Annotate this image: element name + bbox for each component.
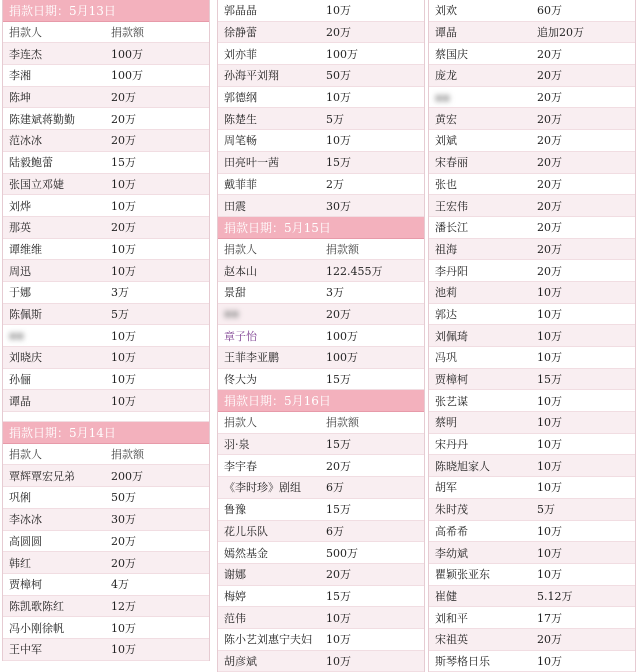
donation-amount: 20万	[537, 91, 562, 105]
donor-name: 陆毅鲍蕾	[9, 156, 53, 170]
donor-row	[3, 87, 209, 109]
donation-amount: 20万	[537, 134, 562, 148]
donor-name: 谭晶	[435, 26, 457, 40]
donor-name: 李湘	[9, 69, 31, 83]
amount-column-label: 捐款额	[111, 448, 144, 462]
column-header-row	[3, 22, 209, 44]
section-date-header: 捐款日期：5月16日	[218, 390, 424, 412]
donation-amount: 5.12万	[537, 589, 573, 603]
donor-row	[218, 521, 424, 543]
donor-name: 范冰冰	[9, 134, 42, 148]
donor-row	[218, 87, 424, 109]
donor-name: 羽·泉	[224, 438, 250, 452]
donor-row	[3, 552, 209, 574]
donor-row	[429, 65, 635, 87]
donor-name: 孙俪	[9, 373, 31, 387]
donor-name: 刘斌	[435, 134, 457, 148]
donation-amount: 10万	[537, 329, 562, 343]
donor-name: 王菲李亚鹏	[224, 351, 279, 365]
donation-amount: 20万	[537, 69, 562, 83]
donor-row	[429, 477, 635, 499]
donation-amount: 10万	[111, 621, 136, 635]
donation-amount: 10万	[326, 633, 351, 647]
donor-name: 李连杰	[9, 47, 42, 61]
donation-amount: 60万	[537, 4, 562, 18]
donor-name: 贾樟柯	[9, 578, 42, 592]
section-date-header: 捐款日期：5月14日	[3, 422, 209, 444]
donation-amount: 15万	[326, 438, 351, 452]
donation-amount: 10万	[111, 329, 136, 343]
donor-row	[429, 304, 635, 326]
donor-row	[3, 152, 209, 174]
donor-name: 赵本山	[224, 264, 257, 278]
donor-row	[218, 0, 424, 22]
donor-row	[218, 22, 424, 44]
donor-row	[3, 574, 209, 596]
donation-amount: 10万	[537, 351, 562, 365]
donor-name: 朱时茂	[435, 503, 468, 517]
donor-column-label: 捐款人	[224, 416, 257, 430]
donor-name: 田震	[224, 199, 246, 213]
donation-amount: 10万	[326, 91, 351, 105]
donation-amount: 20万	[111, 134, 136, 148]
donor-name: 崔健	[435, 589, 457, 603]
donation-amount: 122.455万	[326, 264, 383, 278]
donation-amount: 10万	[111, 373, 136, 387]
donation-amount: 追加20万	[537, 26, 584, 40]
donor-name: 宋祖英	[435, 633, 468, 647]
column-header-row	[218, 412, 424, 434]
donor-name: 郭晶晶	[224, 4, 257, 18]
donor-name: 韩红	[9, 556, 31, 570]
donor-column-label: 捐款人	[9, 26, 42, 40]
donor-row	[429, 108, 635, 130]
donor-name: 宋春丽	[435, 156, 468, 170]
donor-name: 巩俐	[9, 491, 31, 505]
donor-row	[3, 617, 209, 639]
donation-amount: 10万	[111, 643, 136, 657]
donor-row	[429, 152, 635, 174]
donor-name: 刘烨	[9, 199, 31, 213]
donor-row	[429, 0, 635, 22]
donor-row	[429, 629, 635, 651]
donor-row	[218, 43, 424, 65]
donation-amount: 10万	[537, 438, 562, 452]
donor-row	[218, 607, 424, 629]
donor-name: 陈凯歌陈红	[9, 599, 64, 613]
donor-name: 陈楚生	[224, 112, 257, 126]
donation-amount: 10万	[111, 177, 136, 191]
donor-name: 覃辉覃宏兄弟	[9, 469, 75, 483]
donor-name: 李幼斌	[435, 546, 468, 560]
donation-amount: 20万	[326, 26, 351, 40]
donor-row	[218, 108, 424, 130]
donor-row	[429, 130, 635, 152]
donor-row	[3, 43, 209, 65]
donation-amount: 10万	[326, 4, 351, 18]
donor-row	[218, 325, 424, 347]
donation-amount: 12万	[111, 599, 136, 613]
donor-name: 谢娜	[224, 568, 246, 582]
donor-name: 《李时珍》剧组	[224, 481, 301, 495]
donor-row	[429, 43, 635, 65]
donor-row	[429, 607, 635, 629]
donation-amount: 10万	[537, 568, 562, 582]
donation-amount: 20万	[111, 556, 136, 570]
donation-amount: 50万	[111, 491, 136, 505]
donor-row	[3, 65, 209, 87]
donation-column-1	[2, 0, 210, 661]
amount-column-label: 捐款额	[326, 242, 359, 256]
donation-amount: 100万	[326, 329, 358, 343]
donation-amount: 5万	[111, 307, 129, 321]
donation-amount: 15万	[326, 589, 351, 603]
donation-amount: 10万	[537, 481, 562, 495]
donor-row	[218, 282, 424, 304]
donor-row	[429, 434, 635, 456]
donation-amount: 50万	[326, 69, 351, 83]
donor-name: 祖海	[435, 242, 457, 256]
donation-amount: 6万	[326, 524, 344, 538]
donation-amount: 20万	[537, 47, 562, 61]
donation-amount: 10万	[537, 286, 562, 300]
donor-row	[218, 260, 424, 282]
donor-name: 郭达	[435, 307, 457, 321]
donor-row	[429, 174, 635, 196]
donation-amount: 17万	[537, 611, 562, 625]
donation-amount: 20万	[537, 156, 562, 170]
donor-row	[429, 586, 635, 608]
donor-row	[3, 217, 209, 239]
donor-row	[429, 87, 635, 109]
donation-amount: 5万	[326, 112, 344, 126]
donor-name: 宋丹丹	[435, 438, 468, 452]
donor-row	[3, 282, 209, 304]
donor-row	[218, 195, 424, 217]
donation-amount: 10万	[326, 134, 351, 148]
donor-row	[3, 260, 209, 282]
donor-row	[218, 174, 424, 196]
donor-column-label: 捐款人	[224, 242, 257, 256]
donation-amount: 20万	[326, 568, 351, 582]
donor-name: 蔡明	[435, 416, 457, 430]
donation-amount: 10万	[537, 394, 562, 408]
donor-row	[429, 564, 635, 586]
donation-column-2	[217, 0, 425, 672]
donor-row	[218, 455, 424, 477]
donor-row	[218, 65, 424, 87]
donation-amount: 20万	[537, 177, 562, 191]
donation-amount: 10万	[326, 654, 351, 668]
donation-amount: 6万	[326, 481, 344, 495]
column-header-row	[218, 239, 424, 261]
donation-amount: 200万	[111, 469, 143, 483]
donor-row	[3, 509, 209, 531]
donor-row	[218, 130, 424, 152]
donation-amount: 20万	[111, 91, 136, 105]
donation-amount: 20万	[111, 112, 136, 126]
donor-name: 景甜	[224, 286, 246, 300]
donor-name: 陈佩斯	[9, 307, 42, 321]
donor-name: 蔡国庆	[435, 47, 468, 61]
donor-row	[3, 130, 209, 152]
donation-amount: 15万	[537, 373, 562, 387]
donation-amount: 20万	[537, 633, 562, 647]
donation-amount: 2万	[326, 177, 344, 191]
donor-row	[3, 596, 209, 618]
donor-row	[3, 347, 209, 369]
donor-row	[429, 217, 635, 239]
donor-name: 陈坤	[9, 91, 31, 105]
donation-amount: 3万	[326, 286, 344, 300]
donation-amount: 10万	[111, 242, 136, 256]
donation-amount: 15万	[111, 156, 136, 170]
donation-amount: 10万	[537, 307, 562, 321]
donor-name: 李丹阳	[435, 264, 468, 278]
donor-row	[218, 542, 424, 564]
donor-name: 花儿乐队	[224, 524, 268, 538]
donor-row	[3, 195, 209, 217]
donor-name: 冯小刚徐帆	[9, 621, 64, 635]
donor-name: 斯琴格日乐	[435, 654, 490, 668]
donor-row	[3, 639, 209, 661]
donation-amount: 100万	[326, 47, 358, 61]
section-date-header: 捐款日期：5月15日	[218, 217, 424, 239]
donor-name: 潘长江	[435, 221, 468, 235]
donor-row	[218, 434, 424, 456]
donor-name: ▪▪	[9, 329, 24, 343]
donor-row	[429, 195, 635, 217]
donor-name: 张国立邓婕	[9, 177, 64, 191]
donor-row	[218, 564, 424, 586]
donation-amount: 10万	[537, 654, 562, 668]
donation-amount: 30万	[326, 199, 351, 213]
donor-name: 那英	[9, 221, 31, 235]
donor-name: 梅婷	[224, 589, 246, 603]
donor-row	[429, 239, 635, 261]
donation-amount: 20万	[537, 242, 562, 256]
section-date-header: 捐款日期：5月13日	[3, 0, 209, 22]
donor-name: 嫣然基金	[224, 546, 268, 560]
donation-amount: 100万	[326, 351, 358, 365]
donor-row	[3, 390, 209, 412]
donor-row	[3, 108, 209, 130]
donor-name: ▪▪	[435, 90, 450, 104]
donation-column-3	[428, 0, 636, 672]
donation-amount: 10万	[537, 459, 562, 473]
donor-row	[218, 629, 424, 651]
donor-name: 张也	[435, 177, 457, 191]
donor-name: 徐静蕾	[224, 26, 257, 40]
donor-name: 郭德纲	[224, 91, 257, 105]
donor-name: 胡军	[435, 481, 457, 495]
donor-name: 刘和平	[435, 611, 468, 625]
donation-amount: 10万	[537, 546, 562, 560]
donation-amount: 4万	[111, 578, 129, 592]
donation-amount: 20万	[537, 264, 562, 278]
donor-row	[3, 239, 209, 261]
donor-name: 谭维维	[9, 242, 42, 256]
donation-amount: 3万	[111, 286, 129, 300]
donor-row	[3, 531, 209, 553]
donation-amount: 10万	[111, 199, 136, 213]
amount-column-label: 捐款额	[111, 26, 144, 40]
donation-amount: 20万	[537, 221, 562, 235]
donation-amount: 10万	[326, 611, 351, 625]
donor-row	[218, 586, 424, 608]
donor-name: 于娜	[9, 286, 31, 300]
donor-column-label: 捐款人	[9, 448, 42, 462]
donor-name: 鲁豫	[224, 503, 246, 517]
donor-name: 李宇春	[224, 459, 257, 473]
donation-amount: 20万	[111, 221, 136, 235]
donor-name: 田亮叶一茜	[224, 156, 279, 170]
donation-amount: 20万	[537, 199, 562, 213]
donor-name: 范伟	[224, 611, 246, 625]
donor-row	[429, 651, 635, 672]
donor-name: 陈晓旭家人	[435, 459, 490, 473]
donor-name: 张艺谋	[435, 394, 468, 408]
donor-row	[429, 282, 635, 304]
donation-amount: 20万	[326, 307, 351, 321]
donation-amount: 10万	[537, 416, 562, 430]
donor-row	[429, 347, 635, 369]
donor-row	[3, 174, 209, 196]
donor-row	[3, 487, 209, 509]
donation-amount: 10万	[111, 394, 136, 408]
donor-row	[429, 390, 635, 412]
donor-row	[429, 325, 635, 347]
donor-name: 佟大为	[224, 373, 257, 387]
donor-name: 庞龙	[435, 69, 457, 83]
donor-name: 章子怡	[224, 329, 257, 343]
donor-name: 周笔畅	[224, 134, 257, 148]
donation-amount: 500万	[326, 546, 358, 560]
donation-amount: 20万	[111, 534, 136, 548]
donation-amount: 100万	[111, 47, 143, 61]
donor-row	[429, 412, 635, 434]
donation-amount: 10万	[111, 264, 136, 278]
donor-row	[429, 369, 635, 391]
donor-row	[218, 152, 424, 174]
donor-name: 陈小艺刘惠宁夫妇	[224, 633, 312, 647]
donation-amount: 100万	[111, 69, 143, 83]
donor-name: 李冰冰	[9, 513, 42, 527]
donor-row	[429, 521, 635, 543]
donor-row	[429, 455, 635, 477]
donor-name: ▪▪	[224, 307, 239, 321]
donation-amount: 10万	[537, 524, 562, 538]
donor-row	[429, 542, 635, 564]
donor-row	[218, 304, 424, 326]
column-header-row	[3, 444, 209, 466]
donation-amount: 20万	[537, 112, 562, 126]
amount-column-label: 捐款额	[326, 416, 359, 430]
donor-row	[218, 651, 424, 672]
donation-amount: 20万	[326, 459, 351, 473]
donor-row	[218, 347, 424, 369]
donor-row	[218, 499, 424, 521]
donation-amount: 5万	[537, 503, 555, 517]
donor-row	[3, 325, 209, 347]
donor-name: 高希希	[435, 524, 468, 538]
donor-name: 周迅	[9, 264, 31, 278]
donor-name: 高圆圆	[9, 534, 42, 548]
donor-name: 黄宏	[435, 112, 457, 126]
donor-name: 池莉	[435, 286, 457, 300]
donation-amount: 15万	[326, 156, 351, 170]
donor-row	[218, 477, 424, 499]
donor-name: 孙海平刘翔	[224, 69, 279, 83]
donor-name: 陈建斌蒋勤勤	[9, 112, 75, 126]
donation-amount: 30万	[111, 513, 136, 527]
donor-row	[429, 499, 635, 521]
donor-row	[218, 369, 424, 391]
donor-row	[3, 369, 209, 391]
donor-name: 戴菲菲	[224, 177, 257, 191]
donor-name: 刘亦菲	[224, 47, 257, 61]
donor-row	[3, 304, 209, 326]
donor-name: 王中军	[9, 643, 42, 657]
donor-row	[429, 22, 635, 44]
donor-name: 谭晶	[9, 394, 31, 408]
donor-name: 胡彦斌	[224, 654, 257, 668]
donor-name: 瞿颖张亚东	[435, 568, 490, 582]
donation-amount: 15万	[326, 373, 351, 387]
donor-name: 贾樟柯	[435, 373, 468, 387]
donor-name: 冯巩	[435, 351, 457, 365]
donation-amount: 10万	[111, 351, 136, 365]
donor-name: 刘佩琦	[435, 329, 468, 343]
donor-row	[429, 260, 635, 282]
donor-name: 刘欢	[435, 4, 457, 18]
donor-name: 王宏伟	[435, 199, 468, 213]
section-spacer	[3, 412, 209, 422]
donor-name: 刘晓庆	[9, 351, 42, 365]
donor-row	[3, 465, 209, 487]
donation-amount: 15万	[326, 503, 351, 517]
